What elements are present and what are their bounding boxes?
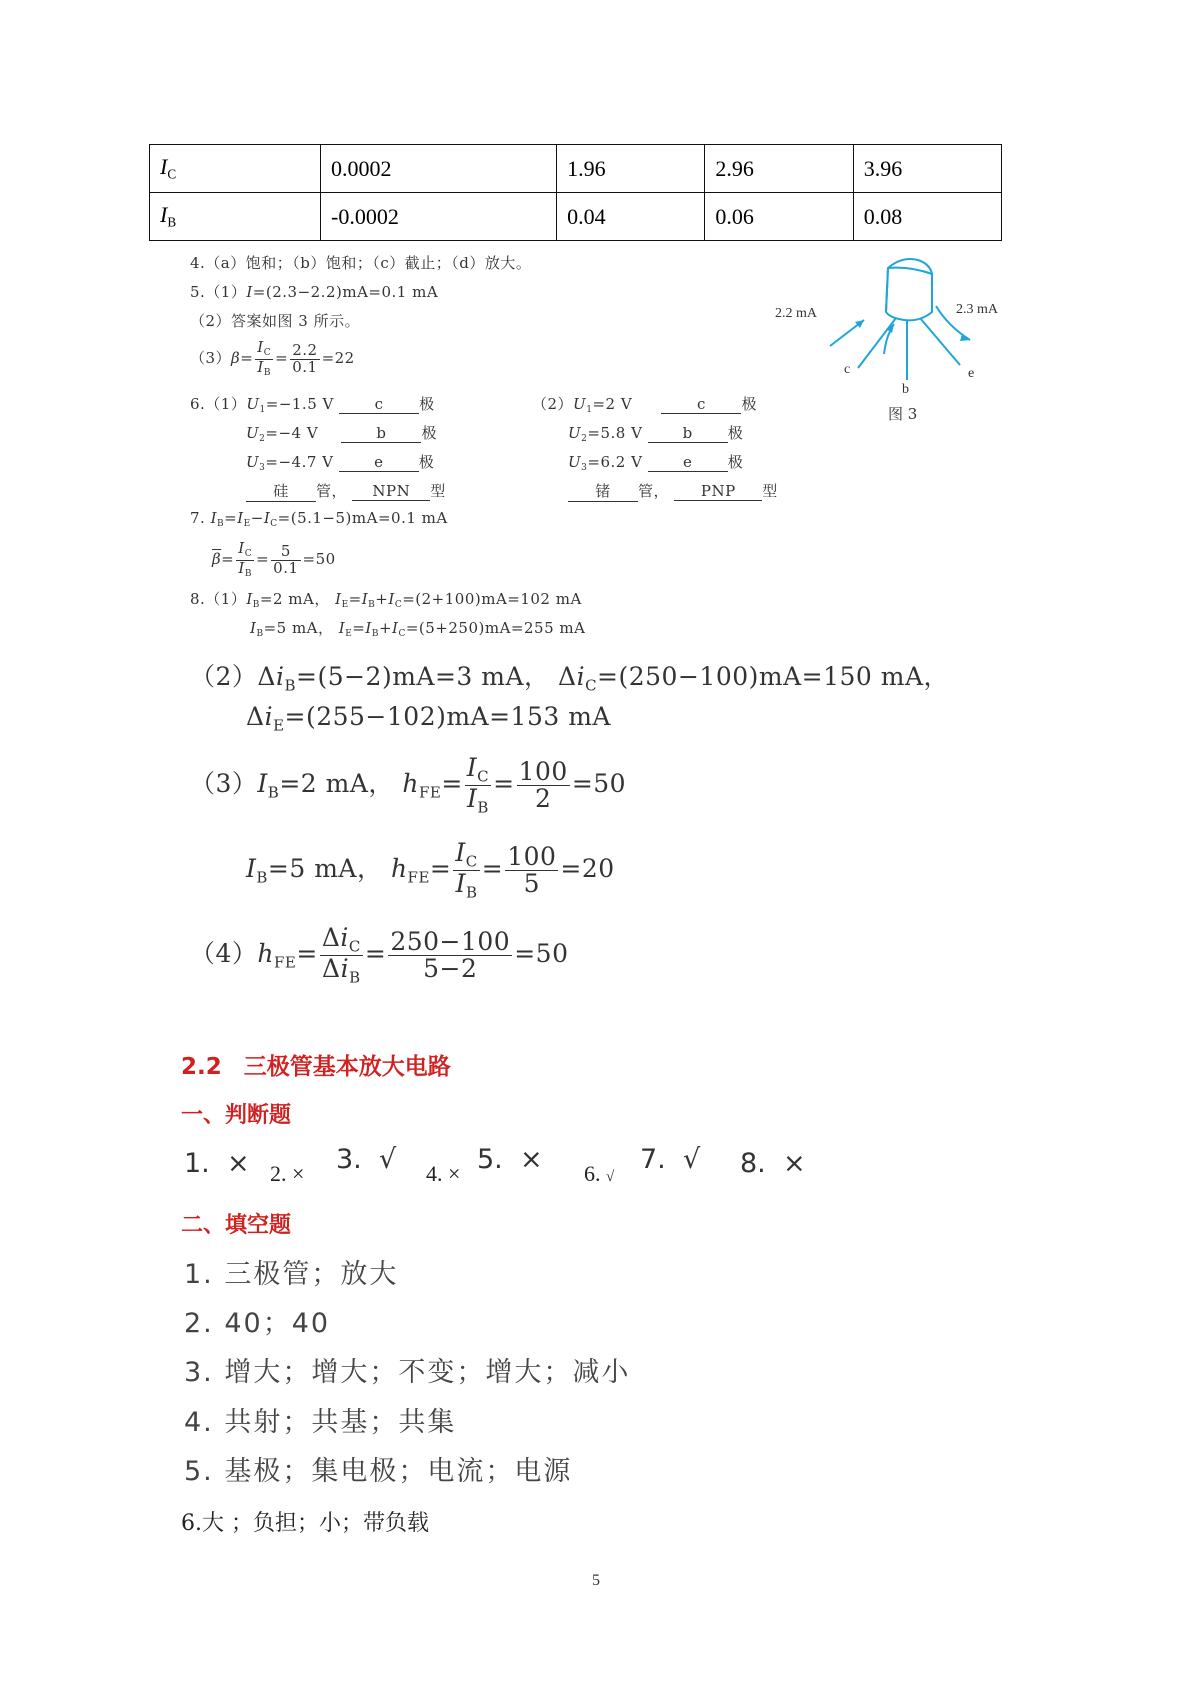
page-number: 5 — [592, 1572, 600, 1589]
table-cell: 0.08 — [853, 193, 1001, 241]
answer-q6-1-row1: $6.(1)U_1=-1.5$ V c 极 — [190, 395, 435, 416]
fill-answer: 3. 增大；增大；不变；增大；减小 — [184, 1357, 631, 1388]
judgement-item: 2. × — [270, 1161, 305, 1186]
transistor-diagram — [780, 250, 1020, 400]
label-current-2-3: 2.3 mA — [956, 302, 998, 317]
figure-caption: 图 3 — [888, 405, 918, 423]
answer-q5-3: （3）β= $\frac{I_C}{I_B}$ = $\frac{2.2}{0.1}$ =22 — [190, 338, 355, 378]
data-table — [149, 144, 1002, 241]
fill-answer: 4. 共射；共基；共集 — [184, 1407, 457, 1438]
fill-blank-heading: 二、填空题 — [181, 1213, 292, 1238]
judgement-item: 5. × — [477, 1144, 543, 1175]
table-cell: 1.96 — [557, 145, 705, 193]
fill-answer: 2. 40；40 — [184, 1308, 331, 1339]
judgement-item: 3. √ — [336, 1144, 397, 1175]
judgement-item: 8. × — [740, 1148, 806, 1179]
figure-3 — [775, 250, 1020, 430]
table-cell: 0.04 — [557, 193, 705, 241]
fill-answer: 6.大 ；负担；小；带负载 — [181, 1511, 429, 1536]
section-heading: 2.2 三极管基本放大电路 — [181, 1054, 451, 1080]
answer-q6-2-row3: $U_3=6.2$ V e 极 — [568, 453, 744, 474]
judgement-heading: 一、判断题 — [181, 1103, 292, 1128]
pin-c-label: c — [844, 362, 851, 377]
fill-answer: 5. 基极；集电极；电流；电源 — [184, 1456, 573, 1487]
answer-q6-2-row1: $(2)U_1=2$ V c 极 — [532, 395, 757, 416]
judgement-item: 1. × — [184, 1148, 250, 1179]
judgement-answers — [184, 1144, 1004, 1198]
answer-q8-2-row2: $\Delta i_E=(255-102)mA=153$ mA — [246, 702, 611, 735]
label-current-2-2: 2.2 mA — [775, 306, 817, 321]
answer-q8-1-row2: $I_B=5$ mA， $I_E=I_B+I_C=(5+250)mA=255$ mA — [250, 619, 586, 640]
answer-q8-2-row1: $(2)\Delta i_B=(5-2)mA=3$ mA， $\Delta i_C=(250-100)mA=150$ mA， — [190, 662, 950, 695]
judgement-item: 6. √ — [584, 1161, 615, 1186]
answer-q7-1: 7. $I_B=I_E-I_C=(5.1-5)mA=0.1$ mA — [190, 509, 448, 530]
table-cell: -0.0002 — [321, 193, 557, 241]
answer-q6-1-type: 硅 管， NPN 型 — [246, 480, 446, 502]
answer-q8-1-row1: $8.(1)I_B=2$ mA， $I_E=I_B+I_C=(2+100)mA=102$ mA — [190, 590, 582, 611]
table-cell: 0.06 — [705, 193, 853, 241]
table-cell: 0.0002 — [321, 145, 557, 193]
answer-q4: 4.（a）饱和；（b）饱和；（c）截止；（d）放大。 — [190, 254, 532, 272]
row-label-ib: $I_B$ — [150, 193, 321, 241]
table-cell: 2.96 — [705, 145, 853, 193]
pin-e-label: e — [968, 366, 975, 381]
answer-q5-1: 5.（1）I=(2.3−2.2)mA=0.1 mA — [190, 283, 439, 301]
pin-b-label: b — [902, 382, 909, 397]
answer-q8-3-row2: $I_B=5$ mA， $h_{FE}=$ $\frac{I_C}{I_B}$ = $\frac{100}{5}$ =20 — [246, 838, 615, 902]
table-row — [150, 193, 1002, 241]
judgement-item: 4. × — [426, 1161, 461, 1186]
answer-q6-2-type: 锗 管， PNP 型 — [568, 480, 778, 502]
answer-q8-3-row1: $(3)I_B=2$ mA， $h_{FE}=$ $\frac{I_C}{I_B}$ = $\frac{100}{2}$ =50 — [190, 753, 627, 817]
answer-q5-2: （2）答案如图 3 所示。 — [190, 312, 361, 330]
table-cell: 3.96 — [853, 145, 1001, 193]
answer-q8-4: $(4)h_{FE}=$ $\frac{\Delta i_C}{\Delta i_B}$ = $\frac{250-100}{5-2}$ =50 — [190, 923, 569, 987]
answer-q6-1-row2: $U_2=-4$ V b 极 — [246, 424, 437, 445]
answer-q7-2: $\overline{\beta}=$ $\frac{I_C}{I_B}$ = $\frac{5}{0.1}$ =50 — [212, 539, 336, 579]
judgement-item: 7. √ — [640, 1144, 701, 1175]
table-row — [150, 145, 1002, 193]
fill-answer: 1. 三极管；放大 — [184, 1259, 399, 1290]
answer-q6-2-row2: $U_2=5.8$ V b 极 — [568, 424, 744, 445]
answer-q6-1-row3: $U_3=-4.7$ V e 极 — [246, 453, 435, 474]
row-label-ic: $I_C$ — [150, 145, 321, 193]
